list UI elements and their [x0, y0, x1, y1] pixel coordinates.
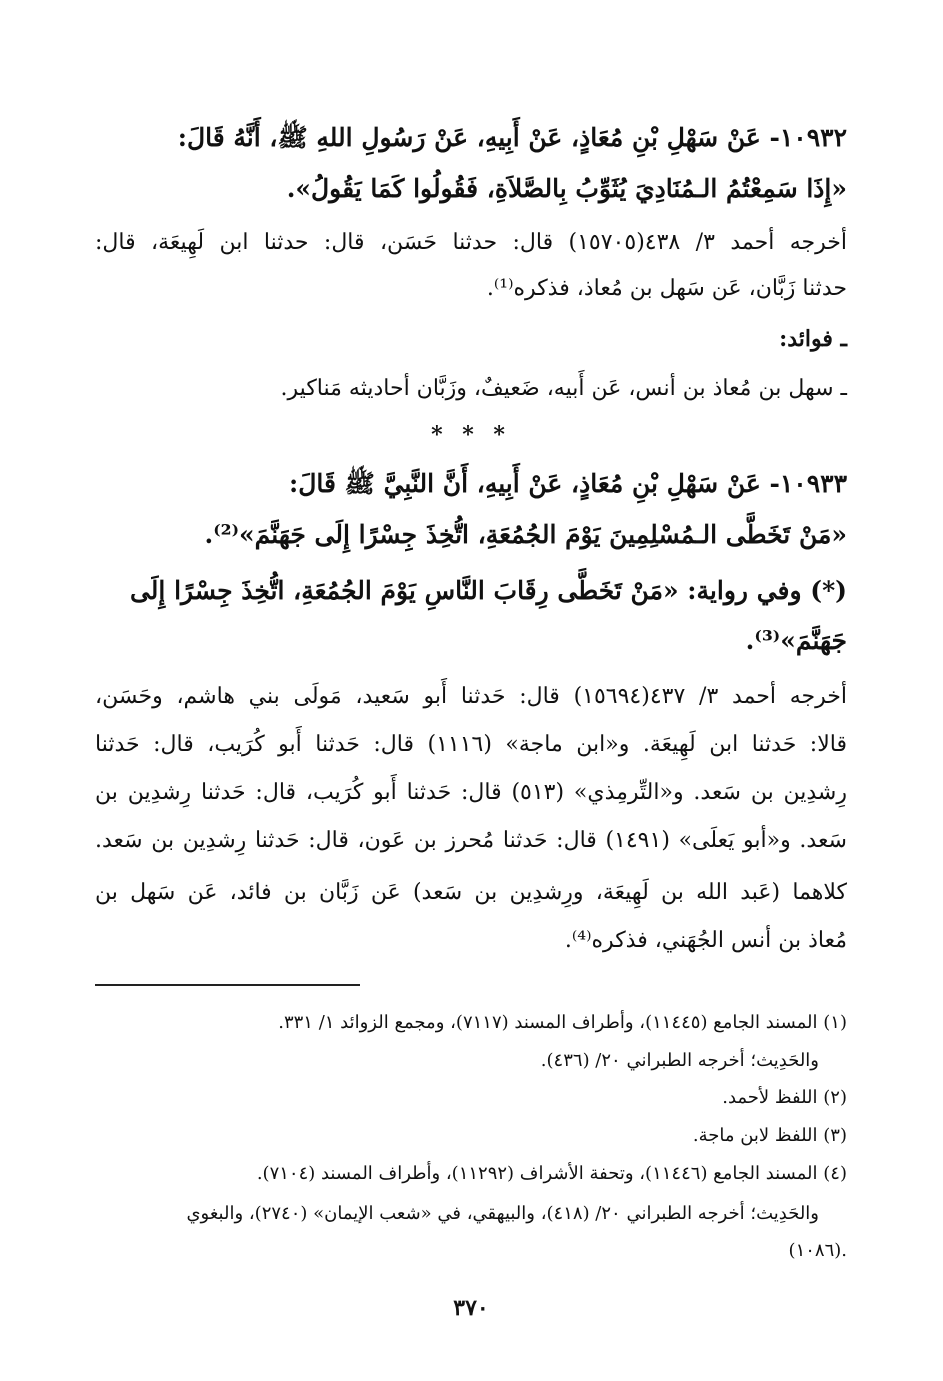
- takhrij-10932-line1: أخرجه أحمد ٣/ ٤٣٨(١٥٧٠٥) قال: حدثنا حَسَن، قال: حدثنا ابن لَهِيعَة، قال:: [95, 230, 847, 255]
- takhrij-10933-line1: أخرجه أحمد ٣/ ٤٣٧(١٥٦٩٤) قال: حَدثنا أَبو سَعيد، مَولَى بني هاشم، وحَسَن،: [95, 684, 847, 709]
- footnote-1-line1: (١) المسند الجامع (١١٤٤٥)، وأطراف المسند (٧١١٧)، ومجمع الزوائد ١/ ٣٣١.: [278, 1012, 847, 1033]
- kilahuma-line2: مُعاذ بن أنس الجُهَني، فذكره⁽⁴⁾.: [564, 928, 847, 953]
- hadith-10932-line1: ١٠٩٣٢- عَنْ سَهْلِ بْنِ مُعَاذٍ، عَنْ أَبِيهِ، عَنْ رَسُولِ اللهِ ﷺ، أَنَّهُ قَالَ:: [177, 123, 847, 152]
- fawaid-heading: ـ فوائد:: [779, 326, 847, 352]
- hadith-10933-matn: «مَنْ تَخَطَّى الـمُسْلِمِينَ يَوْمَ الجُمُعَةِ، اتُّخِذَ جِسْرًا إِلَى جَهَنَّمَ»⁽²⁾.: [204, 520, 847, 549]
- riwaya-line1: (*) وفي رواية: «مَنْ تَخَطَّى رِقَابَ النَّاسِ يَوْمَ الجُمُعَةِ، اتُّخِذَ جِسْرًا إِلَى: [129, 576, 847, 605]
- takhrij-10933-line4: سَعد. و«أبو يَعلَى» (١٤٩١) قال: حَدثنا مُحرز بن عَون، قال: حَدثنا رِشدِين بن سَعد.: [95, 828, 847, 853]
- takhrij-10933-line3: رِشدِين بن سَعد. و«التِّرمِذي» (٥١٣) قال: حَدثنا أَبو كُرَيب، قال: حَدثنا رِشدِين بن: [95, 780, 847, 805]
- footnote-4-line1: (٤) المسند الجامع (١١٤٤٦)، وتحفة الأشراف (١١٢٩٢)، وأطراف المسند (٧١٠٤).: [256, 1163, 847, 1184]
- fawaid-text: ـ سهل بن مُعاذ بن أنس، عَن أَبيه، ضَعيفٌ، وزَبَّان أحاديثه مَناكير.: [280, 376, 847, 401]
- footnote-3: (٣) اللفظ لابن ماجة.: [692, 1125, 847, 1146]
- footnote-4-line3: (١٠٨٦).: [788, 1240, 847, 1261]
- hadith-10933-line1: ١٠٩٣٣- عَنْ سَهْلِ بْنِ مُعَاذٍ، عَنْ أَبِيهِ، أَنَّ النَّبِيَّ ﷺ قَالَ:: [289, 469, 847, 498]
- section-separator: * * *: [431, 422, 511, 448]
- footnote-1-line2: والحَدِيث؛ أخرجه الطبراني ٢٠/ (٤٣٦).: [540, 1050, 819, 1071]
- book-page: [95, 100, 847, 1360]
- takhrij-10933-line2: قالا: حَدثنا ابن لَهِيعَة. و«ابن ماجة» (١١١٦) قال: حَدثنا أَبو كُرَيب، قال: حَدثنا: [95, 732, 847, 757]
- hadith-10932-matn: «إِذَا سَمِعْتُمُ الـمُنَادِيَ يُثَوِّبُ بِالصَّلاَةِ، فَقُولُوا كَمَا يَقُولُ».: [286, 174, 847, 203]
- takhrij-10932-line2: حدثنا زَبَّان، عَن سَهل بن مُعاذ، فذكره⁽¹⁾.: [486, 276, 847, 301]
- footnote-divider: [95, 984, 360, 986]
- page-number: ٣٧٠: [453, 1295, 489, 1321]
- riwaya-line2: جَهَنَّمَ»⁽³⁾.: [745, 626, 847, 655]
- footnote-4-line2: والحَدِيث؛ أخرجه الطبراني ٢٠/ (٤١٨)، والبيهقي، في «شعب الإيمان» (٢٧٤٠)، والبغوي: [186, 1203, 819, 1224]
- footnote-2: (٢) اللفظ لأحمد.: [722, 1087, 847, 1108]
- kilahuma-line1: كلاهما (عَبد الله بن لَهِيعَة، ورِشدِين بن سَعد) عَن زَبَّان بن فائد، عَن سَهل بن: [95, 880, 847, 905]
